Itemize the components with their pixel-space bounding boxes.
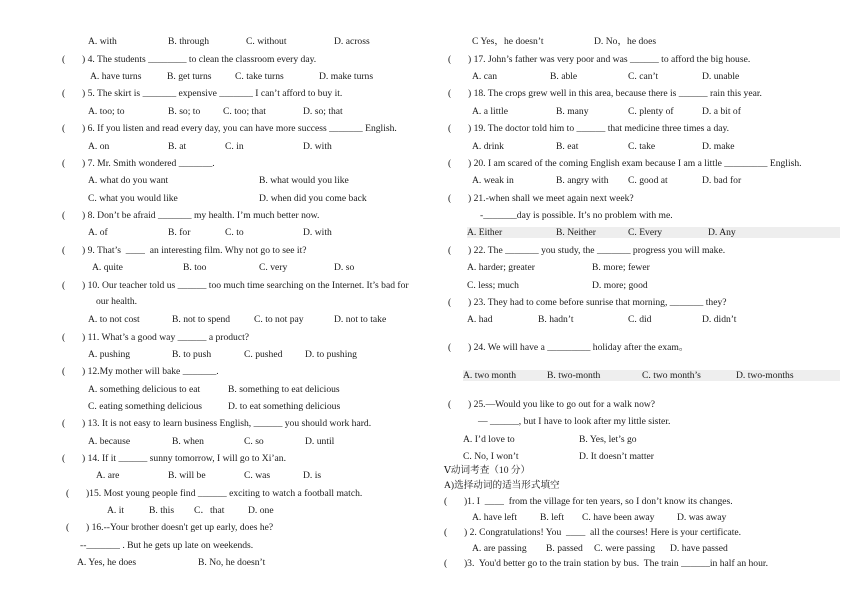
exam-line: [478, 416, 670, 427]
line-text: ( ) 25.—Would you like to go out for a walk now?: [448, 399, 656, 410]
line-text: — ______, but I have to look after my little sister.: [478, 416, 671, 427]
answer-option: B. will be: [168, 470, 206, 481]
line-text: -_______day is possible. It’s no problem with me.: [480, 210, 673, 221]
line-text: A. something delicious to eat: [88, 384, 201, 395]
answer-option: B. to push: [172, 349, 212, 360]
line-text: A. are passing: [472, 543, 527, 554]
line-text: A. I’d love to: [463, 434, 515, 445]
line-text: A. Yes, he does: [77, 557, 137, 568]
line-text: A. it: [107, 505, 125, 516]
exam-line: [472, 175, 742, 186]
answer-option: B. more; fewer: [592, 262, 650, 273]
exam-line: [92, 262, 355, 273]
answer-option: C. good at: [628, 175, 668, 186]
line-text: ( ) 24. We will have a _________ holiday after the exam。: [448, 342, 689, 353]
line-text: ( ) 12.My mother will bake _______.: [62, 366, 219, 377]
exam-line: [444, 558, 768, 569]
answer-option: C. to: [225, 227, 244, 238]
answer-option: B. two-month: [547, 370, 601, 381]
exam-line: [66, 522, 273, 533]
exam-line: [62, 158, 215, 169]
line-text: C. eating something delicious: [88, 401, 203, 412]
exam-line: [444, 496, 733, 507]
answer-option: D. unable: [702, 71, 740, 82]
answer-option: C. plenty of: [628, 106, 674, 117]
line-text: A. of: [88, 227, 108, 238]
exam-line: [448, 297, 727, 308]
exam-line: [62, 418, 371, 429]
line-text: ( ) 23. They had to come before sunrise that morning, _______ they?: [448, 297, 727, 308]
answer-option: B. through: [168, 36, 210, 47]
answer-option: D. with: [303, 227, 332, 238]
answer-option: C. did: [628, 314, 652, 325]
exam-line: [62, 332, 249, 343]
line-text: ( ) 21.-when shall we meet again next week?: [448, 193, 634, 204]
answer-option: C. were passing: [594, 543, 656, 554]
answer-option: D. bad for: [702, 175, 742, 186]
answer-option: D. two-months: [736, 370, 794, 381]
line-text: A. on: [88, 141, 110, 152]
exam-line: [62, 54, 316, 65]
answer-option: C. Every: [628, 227, 663, 238]
exam-line: [62, 366, 219, 377]
exam-line: [448, 342, 688, 353]
exam-line: [107, 505, 274, 516]
exam-line: [88, 141, 332, 152]
line-text: ( ) 22. The _______ you study, the _______ progress you will make.: [448, 245, 726, 256]
exam-line: [90, 71, 374, 82]
answer-option: D. when did you come back: [259, 193, 367, 204]
answer-option: D. so; that: [303, 106, 343, 117]
exam-line: [463, 434, 637, 445]
exam-line: [444, 480, 560, 491]
exam-line: [472, 543, 728, 554]
answer-option: D. Any: [708, 227, 736, 238]
answer-option: B. passed: [546, 543, 583, 554]
exam-line: [448, 158, 802, 169]
answer-option: D. more; good: [592, 280, 648, 291]
line-text: A. Either: [467, 227, 503, 238]
answer-option: B. hadn’t: [538, 314, 574, 325]
exam-line: [472, 36, 657, 47]
line-text: C. No, I won’t: [463, 451, 519, 462]
answer-option: C. without: [246, 36, 287, 47]
line-text: A)选择动词的适当形式填空: [444, 480, 560, 491]
exam-line: [472, 71, 740, 82]
exam-line: [88, 227, 332, 238]
answer-option: D. a bit of: [702, 106, 741, 117]
exam-line: [62, 245, 307, 256]
exam-line: [62, 88, 342, 99]
line-text: A. weak in: [472, 175, 514, 186]
answer-option: D. one: [248, 505, 274, 516]
exam-line: [472, 141, 735, 152]
answer-option: D. didn’t: [702, 314, 737, 325]
answer-option: D. to pushing: [305, 349, 357, 360]
exam-line: [88, 401, 341, 412]
answer-option: B. something to eat delicious: [228, 384, 340, 395]
answer-option: D. so: [334, 262, 355, 273]
answer-option: B. too: [183, 262, 207, 273]
answer-option: C. very: [259, 262, 288, 273]
line-text: A. with: [88, 36, 117, 47]
answer-option: B. get turns: [167, 71, 212, 82]
line-text: ( ) 8. Don’t be afraid _______ my health. I’m much better now.: [62, 210, 320, 221]
line-text: C. less; much: [467, 280, 519, 291]
line-text: A. pushing: [88, 349, 131, 360]
answer-option: B. eat: [556, 141, 579, 152]
line-text: A. a little: [472, 106, 508, 117]
exam-line: [463, 451, 654, 462]
answer-option: C. have been away: [582, 512, 655, 523]
line-text: A. quite: [92, 262, 123, 273]
answer-option: B. able: [550, 71, 578, 82]
exam-line: [472, 106, 741, 117]
exam-line: [88, 106, 343, 117]
line-text: ( ) 16.--Your brother doesn't get up early, does he?: [66, 522, 274, 533]
line-text: ( ) 9. That’s ____ an interesting film. Why not go to see it?: [62, 245, 307, 256]
exam-line: [88, 175, 349, 186]
answer-option: D. It doesn’t matter: [579, 451, 654, 462]
exam-line: [448, 193, 634, 204]
answer-option: D. make turns: [319, 71, 374, 82]
exam-line: [62, 280, 409, 291]
answer-option: B. many: [556, 106, 589, 117]
exam-line: [62, 123, 397, 134]
line-text: our health.: [96, 296, 138, 307]
exam-line: [448, 123, 729, 134]
exam-line: [66, 488, 362, 499]
exam-line: [62, 210, 319, 221]
line-text: ( ) 20. I am scared of the coming English exam because I am a little _________ English.: [448, 158, 802, 169]
line-text: ( ) 19. The doctor told him to ______ that medicine three times a day.: [448, 123, 730, 134]
line-text: ( )15. Most young people find ______ exciting to watch a football match.: [66, 488, 363, 499]
answer-option: C. too; that: [223, 106, 266, 117]
line-text: ( ) 10. Our teacher told us ______ too much time searching on the Internet. It’s bad for: [62, 280, 409, 291]
line-text: ( ) 6. If you listen and read every day, you can have more success _______ English.: [62, 123, 397, 134]
exam-line: [472, 512, 727, 523]
line-text: Ⅴ动词考查（10 分）: [444, 465, 531, 476]
line-text: A. to not cost: [88, 314, 140, 325]
answer-option: C. so: [244, 436, 264, 447]
line-text: ( ) 14. If it ______ sunny tomorrow, I will go to Xi’an.: [62, 453, 287, 464]
exam-line: [444, 465, 530, 476]
answer-option: B. this: [149, 505, 175, 516]
exam-line: [448, 399, 655, 410]
exam-line: [96, 296, 137, 307]
line-text: A. can: [472, 71, 498, 82]
line-text: ( ) 18. The crops grew well in this area, because there is ______ rain this year.: [448, 88, 762, 99]
exam-line: [444, 527, 741, 538]
line-text: A. are: [96, 470, 120, 481]
answer-option: D. was away: [677, 512, 727, 523]
answer-option: C. pushed: [244, 349, 283, 360]
line-text: C Yes，he doesn’t: [472, 36, 544, 47]
answer-option: B. No, he doesn’t: [198, 557, 266, 568]
line-text: ( )3. You'd better go to the train station by bus. The train ______in half an hour.: [444, 558, 768, 569]
exam-line: [80, 540, 253, 551]
answer-option: C. in: [225, 141, 244, 152]
answer-option: B. at: [168, 141, 187, 152]
answer-option: C. take: [628, 141, 656, 152]
answer-option: B. Neither: [556, 227, 596, 238]
answer-option: B. Yes, let’s go: [579, 434, 637, 445]
line-text: ( ) 4. The students ________ to clean the classroom every day.: [62, 54, 317, 65]
exam-line: [448, 245, 725, 256]
answer-option: D. have passed: [670, 543, 728, 554]
line-text: --_______ . But he gets up late on weekends.: [80, 540, 254, 551]
line-text: ( )1. I ____ from the village for ten years, so I don’t know its changes.: [444, 496, 733, 507]
line-text: ( ) 11. What’s a good way ______ a product?: [62, 332, 250, 343]
line-text: ( ) 2. Congratulations! You ____ all the courses! Here is your certificate.: [444, 527, 742, 538]
line-text: A. have turns: [90, 71, 142, 82]
exam-line: [463, 370, 840, 381]
answer-option: B. what would you like: [259, 175, 349, 186]
exam-line: [88, 384, 340, 395]
answer-option: C．that: [194, 505, 225, 516]
answer-option: B. so; to: [168, 106, 201, 117]
answer-option: B. for: [168, 227, 191, 238]
answer-option: D. is: [303, 470, 322, 481]
answer-option: D. not to take: [334, 314, 387, 325]
exam-line: [88, 436, 335, 447]
exam-line: [96, 470, 322, 481]
answer-option: B. when: [172, 436, 204, 447]
exam-line: [467, 314, 737, 325]
exam-line: [467, 280, 648, 291]
line-text: ( ) 7. Mr. Smith wondered _______.: [62, 158, 215, 169]
answer-option: B. left: [540, 512, 564, 523]
exam-line: [448, 54, 750, 65]
line-text: A. two month: [463, 370, 517, 381]
exam-line: [467, 262, 650, 273]
answer-option: C. two month’s: [642, 370, 701, 381]
answer-option: D. with: [303, 141, 332, 152]
exam-line: [448, 88, 762, 99]
exam-line: [77, 557, 266, 568]
answer-option: C. was: [244, 470, 271, 481]
line-text: A. too; to: [88, 106, 125, 117]
exam-line: [62, 453, 286, 464]
line-text: C. what you would like: [88, 193, 178, 204]
answer-option: D. until: [305, 436, 335, 447]
exam-line: [88, 349, 357, 360]
answer-option: B. angry with: [556, 175, 609, 186]
answer-option: C. take turns: [235, 71, 284, 82]
line-text: ( ) 5. The skirt is _______ expensive _______ I can’t afford to buy it.: [62, 88, 343, 99]
line-text: A. because: [88, 436, 131, 447]
exam-line: [88, 193, 367, 204]
line-text: A. have left: [472, 512, 518, 523]
line-text: ( ) 17. John’s father was very poor and was ______ to afford the big house.: [448, 54, 751, 65]
answer-option: C. to not pay: [254, 314, 304, 325]
answer-option: C. can’t: [628, 71, 659, 82]
line-text: A. harder; greater: [467, 262, 535, 273]
line-text: A. drink: [472, 141, 504, 152]
answer-option: D. make: [702, 141, 735, 152]
exam-line: [467, 227, 840, 238]
answer-option: D. to eat something delicious: [228, 401, 341, 412]
line-text: ( ) 13. It is not easy to learn business English, ______ you should work hard.: [62, 418, 372, 429]
line-text: A. had: [467, 314, 493, 325]
exam-line: [88, 36, 370, 47]
line-text: A. what do you want: [88, 175, 169, 186]
exam-line: [480, 210, 673, 221]
exam-line: [88, 314, 387, 325]
answer-option: B. not to spend: [172, 314, 231, 325]
answer-option: D. No，he does: [594, 36, 657, 47]
answer-option: D. across: [334, 36, 370, 47]
